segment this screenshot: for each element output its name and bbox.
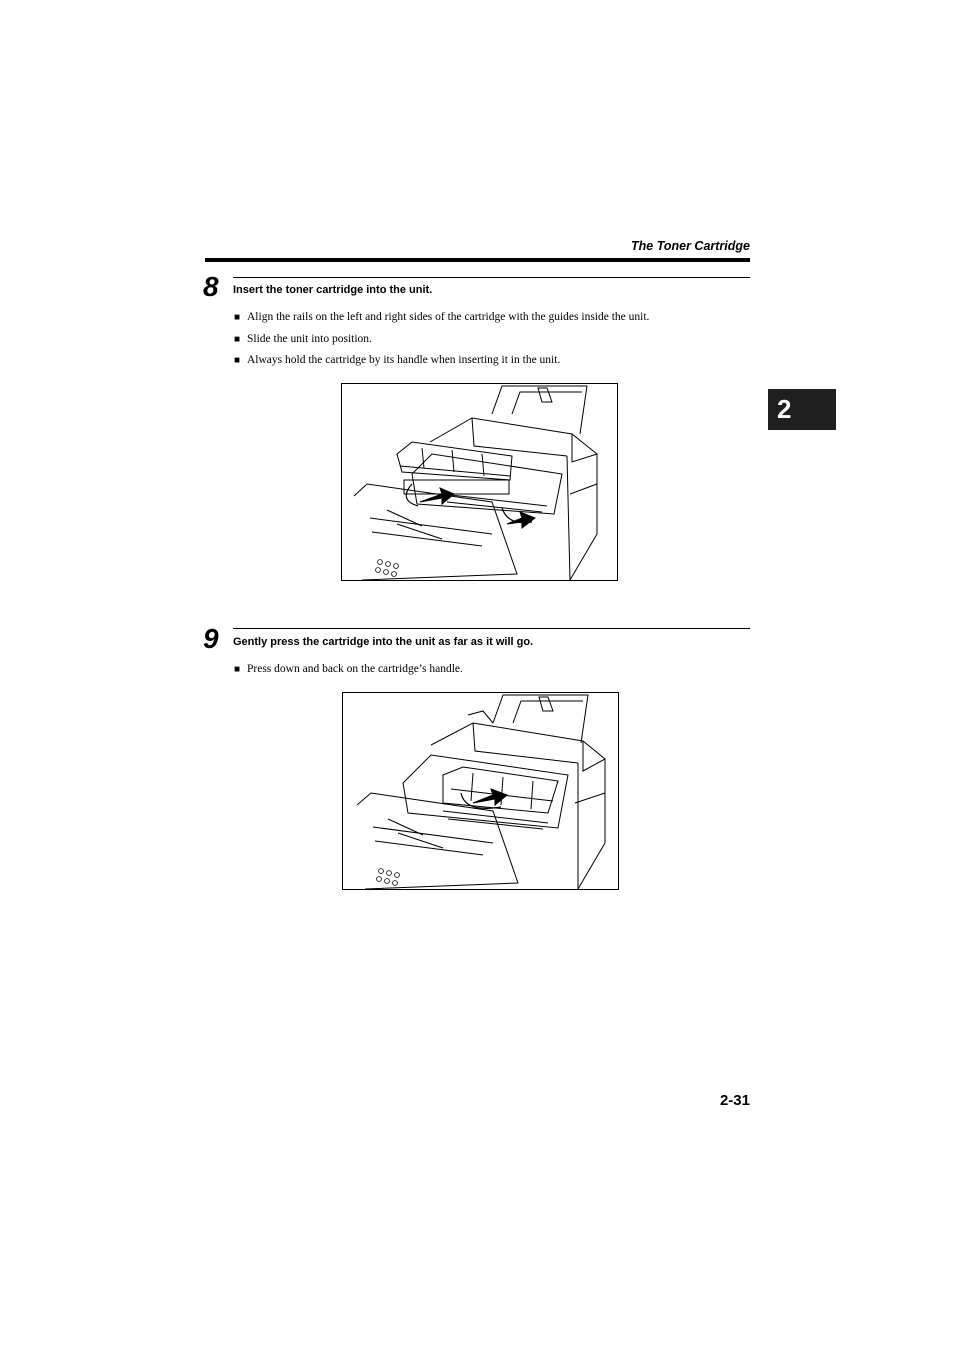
bullet-square-icon: ■	[234, 312, 241, 323]
step-9-rule	[233, 628, 750, 629]
chapter-tab: 2	[768, 389, 836, 430]
page-number: 2-31	[719, 1092, 750, 1109]
step-9-bullet-list	[234, 662, 463, 684]
step-9-heading: Gently press the cartridge into the unit as far as it will go.	[233, 636, 534, 648]
list-item: ■ Press down and back on the cartridge’s handle.	[234, 663, 463, 675]
figure-insert-cartridge	[341, 383, 618, 581]
step-8-heading: Insert the toner cartridge into the unit.	[233, 284, 433, 296]
step-8-rule	[233, 277, 750, 278]
bullet-square-icon: ■	[234, 333, 241, 345]
step-8-bullet-list	[234, 310, 649, 375]
step-9-number: 9	[203, 623, 219, 654]
running-header-title: The Toner Cartridge	[631, 239, 750, 253]
list-item: ■ Align the rails on the left and right sides of the cartridge with the guides inside the unit.	[234, 311, 650, 323]
header-rule	[205, 258, 750, 262]
list-item: ■ Always hold the cartridge by its handle when inserting it in the unit.	[234, 354, 561, 367]
step-8-number: 8	[203, 271, 219, 302]
figure-press-cartridge	[342, 692, 619, 890]
bullet-square-icon: ■	[234, 664, 241, 675]
list-item: ■ Slide the unit into position.	[234, 332, 372, 345]
bullet-square-icon: ■	[234, 355, 241, 367]
